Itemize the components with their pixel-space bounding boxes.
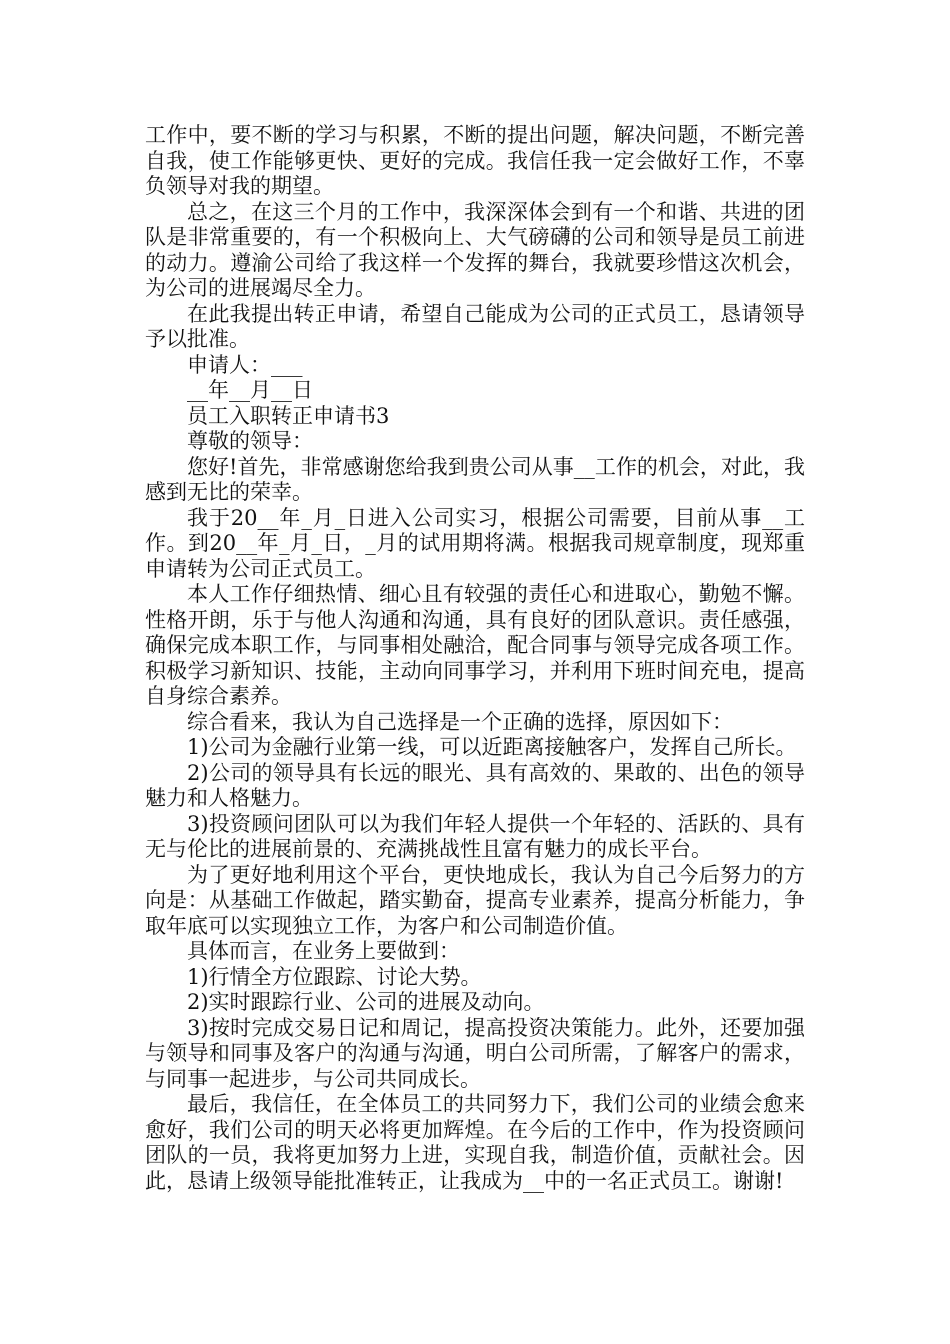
list-item-reason-1: 1)公司为金融行业第一线，可以近距离接触客户，发挥自己所长。 (187, 735, 797, 759)
applicant-line: 申请人：___ (187, 352, 303, 377)
list-item-task-2: 2)实时跟踪行业、公司的进展及动向。 (187, 990, 545, 1014)
paragraph-reasons-intro: 综合看来，我认为自己选择是一个正确的选择，原因如下： (187, 709, 733, 734)
section-title: 员工入职转正申请书3 (187, 403, 390, 428)
paragraph-greeting: 您好!首先，非常感谢您给我到贵公司从事__工作的机会，对此，我感到无比的荣幸。 (145, 454, 805, 504)
paragraph-closing: 最后，我信任，在全体员工的共同努力下，我们公司的业绩会愈来愈好，我们公司的明天必将更加辉煌。在今后的工作中，作为投资顾问团队的一员，我将更加努力上进，实现自我，制造价值，贡献社会。因此，恳请上级领导能批准转正，让我成为__中的一名正式员工。谢谢! (145, 1092, 805, 1193)
paragraph-intro: 我于20__年_月_日进入公司实习，根据公司需要，目前从事__工作。到20__年_月_日，_月的试用期将满。根据我司规章制度，现郑重申请转为公司正式员工。 (145, 505, 805, 581)
list-item-task-1: 1)行情全方位跟踪、讨论大势。 (187, 964, 482, 989)
salutation: 尊敬的领导： (187, 429, 313, 453)
paragraph-summary: 总之，在这三个月的工作中，我深深体会到有一个和谐、共进的团队是非常重要的，有一个积极向上、大气磅礴的公司和领导是员工前进的动力。遵渝公司给了我这样一个发挥的舞台，我就要珍惜这次机会，为公司的进展竭尽全力。 (145, 199, 805, 300)
list-item-reason-2: 2)公司的领导具有长远的眼光、具有高效的、果敢的、出色的领导魅力和人格魅力。 (145, 760, 805, 810)
paragraph-self-evaluation: 本人工作仔细热情、细心且有较强的责任心和进取心，勤勉不懈。性格开朗，乐于与他人沟通和沟通，具有良好的团队意识。责任感强，确保完成本职工作，与同事相处融洽，配合同事与领导完成各项工作。积极学习新知识、技能，主动向同事学习，并利用下班时间充电，提高自身综合素养。 (145, 582, 805, 708)
date-line: __年__月__日 (187, 378, 313, 402)
document-page (145, 123, 805, 1194)
paragraph-direction: 为了更好地利用这个平台，更快地成长，我认为自己今后努力的方向是：从基础工作做起，踏实勤奋，提高专业素养，提高分析能力，争取年底可以实现独立工作，为客户和公司制造价值。 (145, 862, 805, 938)
paragraph-specifics-intro: 具体而言，在业务上要做到： (187, 939, 460, 963)
paragraph-request: 在此我提出转正申请，希望自己能成为公司的正式员工，恳请领导予以批准。 (145, 301, 805, 351)
list-item-task-3: 3)按时完成交易日记和周记，提高投资决策能力。此外，还要加强与领导和同事及客户的沟通与沟通，明白公司所需，了解客户的需求，与同事一起进步，与公司共同成长。 (145, 1015, 805, 1091)
paragraph-continuation: 工作中，要不断的学习与积累，不断的提出问题，解决问题，不断完善自我，使工作能够更快、更好的完成。我信任我一定会做好工作，不辜负领导对我的期望。 (145, 123, 805, 198)
list-item-reason-3: 3)投资顾问团队可以为我们年轻人提供一个年轻的、活跃的、具有无与伦比的进展前景的、充满挑战性且富有魅力的成长平台。 (145, 811, 805, 861)
